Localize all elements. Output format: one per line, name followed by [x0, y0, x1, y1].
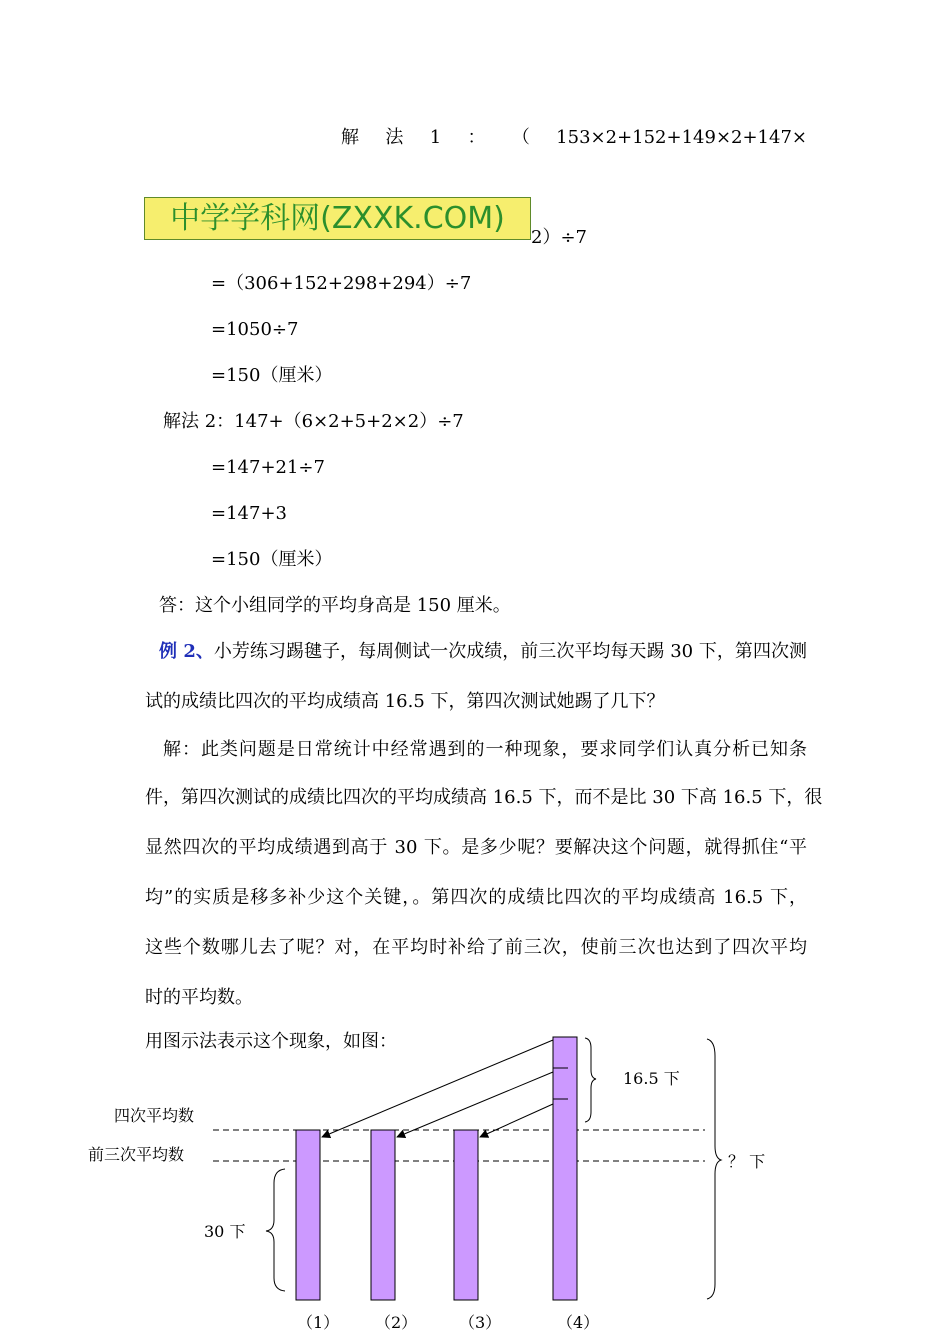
bar-4: [553, 1037, 577, 1300]
bar-3: [454, 1130, 478, 1300]
arrow-to-bar-1: [322, 1040, 553, 1137]
solution1-char-5: （: [511, 127, 530, 148]
explanation-line-5: 这些个数哪儿去了呢？对，在平均时补给了前三次，使前三次也达到了四次平均: [145, 937, 807, 958]
bar-1: [296, 1130, 320, 1300]
label-three-average: 前三次平均数: [88, 1145, 185, 1164]
solution1-char-4: ：: [467, 127, 486, 148]
solution2-step-1: =147+21÷7: [211, 457, 325, 478]
solution1-step-1: =（306+152+298+294）÷7: [211, 273, 472, 294]
arrow-to-bar-2: [397, 1072, 553, 1137]
bar-label-2: （2）: [375, 1313, 418, 1332]
solution1-char-3: 1: [429, 127, 442, 148]
solution1-line2-tail: 2）÷7: [531, 227, 587, 248]
solution2-step-3: =150（厘米）: [211, 549, 333, 570]
solution1-char-6: 153×2+152+149×2+147×: [556, 127, 807, 148]
explanation-line-4: 均”的实质是移多补少这个关键，。第四次的成绩比四次的平均成绩高 16.5 下，: [145, 887, 807, 908]
answer-text: 答：这个小组同学的平均身高是 150 厘米。: [159, 595, 511, 616]
brace-question: [707, 1039, 721, 1299]
solution1-char-1: 解: [341, 127, 359, 148]
label-16-5: 16.5 下: [623, 1069, 680, 1088]
solution2-header: 解法 2：147+（6×2+5+2×2）÷7: [163, 411, 464, 432]
bar-label-3: （3）: [459, 1313, 502, 1332]
label-question: ？ 下: [728, 1152, 766, 1171]
watermark-logo: 中学学科网(ZXXK.COM): [144, 197, 531, 240]
label-four-average: 四次平均数: [114, 1106, 195, 1125]
diagram-intro: 用图示法表示这个现象，如图：: [145, 1031, 397, 1052]
solution1-step-3: =150（厘米）: [211, 365, 333, 386]
explanation-line-6: 时的平均数。: [145, 987, 253, 1008]
explanation-line-2: 件，第四次测试的成绩比四次的平均成绩高 16.5 下，而不是比 30 下高 16.5 下，很: [145, 787, 823, 808]
explanation-line-1: 解：此类问题是日常统计中经常遇到的一种现象，要求同学们认真分析已知条: [163, 739, 807, 760]
solution1-step-2: =1050÷7: [211, 319, 299, 340]
example2-line1-text: 小芳练习踢毽子，每周侧试一次成绩，前三次平均每天踢 30 下，第四次测: [213, 641, 807, 662]
explanation-line-3: 显然四次的平均成绩遇到高于 30 下。是多少呢？要解决这个问题，就得抓住“平: [145, 837, 807, 858]
example2-line2: 试的成绩比四次的平均成绩高 16.5 下，第四次测试她踢了几下？: [145, 691, 665, 712]
brace-16-5: [585, 1038, 596, 1122]
label-30: 30 下: [204, 1222, 246, 1241]
bar-2: [371, 1130, 395, 1300]
bar-label-4: （4）: [557, 1313, 600, 1332]
solution2-step-2: =147+3: [211, 503, 287, 524]
example2-label: 例 2、: [159, 641, 214, 662]
bar-label-1: （1）: [297, 1313, 340, 1332]
brace-30: [266, 1169, 285, 1291]
solution1-char-2: 法: [385, 127, 404, 148]
arrow-to-bar-3: [480, 1104, 553, 1137]
